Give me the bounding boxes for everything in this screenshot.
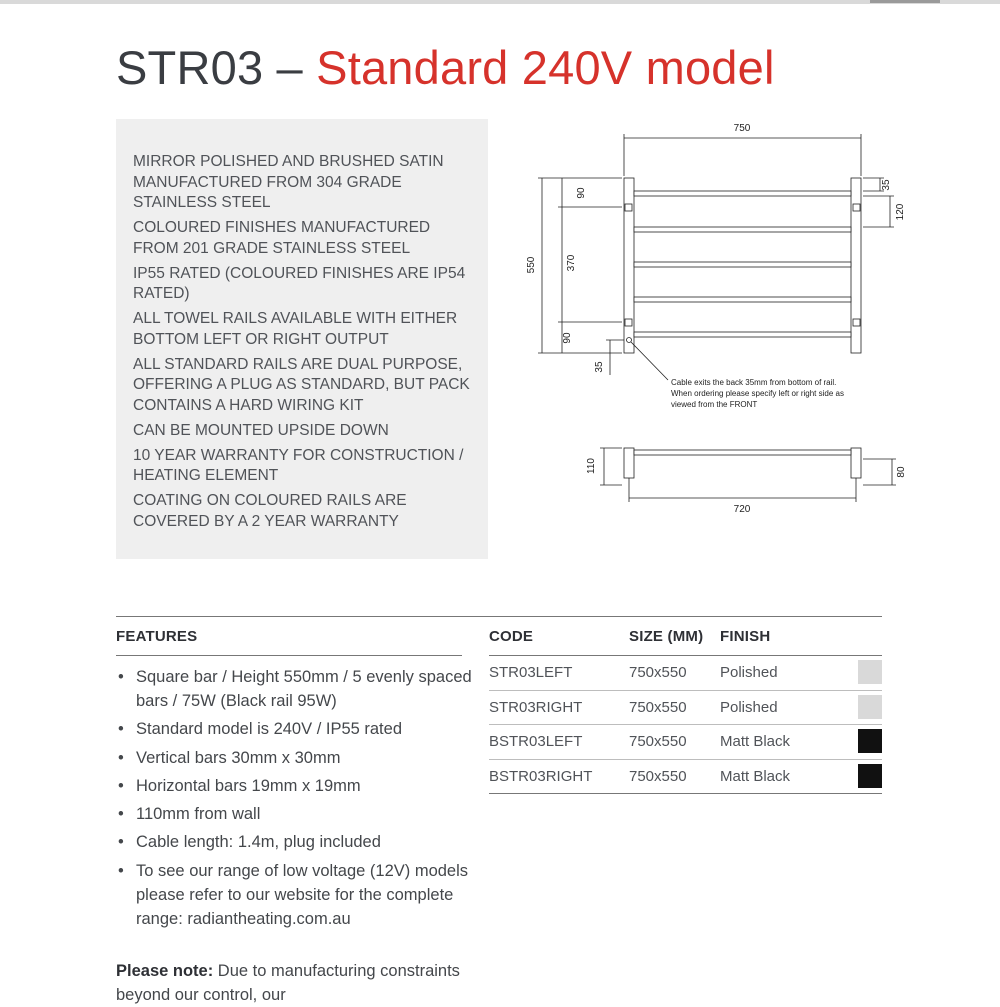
feature-item: • To see our range of low voltage (12V) models please refer to our website for the complete range: radiantheating.com.au bbox=[116, 859, 476, 931]
spec-item: COATING ON COLOURED RAILS ARE COVERED BY A 2 YEAR WARRANTY bbox=[133, 492, 407, 530]
product-code: STR03LEFT bbox=[489, 664, 573, 681]
side-view-right-post bbox=[851, 448, 861, 478]
top-border-accent bbox=[870, 0, 940, 3]
product-code: STR03RIGHT bbox=[489, 698, 583, 716]
product-finish: Polished bbox=[720, 664, 778, 681]
dimension-drawing-svg bbox=[500, 110, 920, 530]
rail-bar-3 bbox=[634, 262, 851, 267]
finish-swatch bbox=[858, 695, 882, 719]
section-divider bbox=[116, 616, 882, 617]
table-row bbox=[489, 760, 882, 795]
features-divider bbox=[116, 655, 462, 656]
spec-item: IP55 RATED (COLOURED FINISHES ARE IP54 RATED) bbox=[133, 264, 466, 302]
features-heading: FEATURES bbox=[116, 628, 198, 645]
feature-item: • Vertical bars 30mm x 30mm bbox=[116, 746, 476, 770]
spec-item: MIRROR POLISHED AND BRUSHED SATIN MANUFACTURED FROM 304 GRADE STAINLESS STEEL bbox=[133, 153, 444, 211]
cable-note-line-1: Cable exits the back 35mm from bottom of rail. bbox=[671, 378, 837, 387]
code-column-header: CODE bbox=[489, 628, 534, 645]
spec-item: ALL STANDARD RAILS ARE DUAL PURPOSE, OFFERING A PLUG AS STANDARD, BUT PACK CONTAINS A HARD WIRING KIT bbox=[133, 355, 470, 414]
title-dash: – bbox=[276, 41, 303, 94]
feature-item: • Square bar / Height 550mm / 5 evenly spaced bars / 75W (Black rail 95W) bbox=[116, 665, 476, 713]
feature-item: • 110mm from wall bbox=[116, 802, 476, 826]
rail-bar-1 bbox=[634, 191, 851, 196]
product-code: BSTR03RIGHT bbox=[489, 767, 593, 785]
finish-swatch bbox=[858, 660, 882, 684]
table-row bbox=[489, 725, 882, 760]
product-finish: Matt Black bbox=[720, 767, 791, 785]
width-label: 750 bbox=[733, 123, 751, 134]
side-view-left-post bbox=[624, 448, 634, 478]
product-code: BSTR03LEFT bbox=[489, 733, 583, 750]
specifications-list bbox=[116, 119, 488, 532]
mid-label: 370 bbox=[566, 254, 577, 272]
spec-item: COLOURED FINISHES MANUFACTURED FROM 201 GRADE STAINLESS STEEL bbox=[133, 219, 431, 257]
table-row bbox=[489, 656, 882, 691]
side-depth2-label: 80 bbox=[896, 466, 907, 478]
cable-note-line-2: When ordering please specify left or right side as bbox=[671, 389, 844, 398]
model-name: Standard 240V model bbox=[316, 41, 775, 94]
side-width-label: 720 bbox=[733, 504, 751, 515]
finish-column-header: FINISH bbox=[720, 628, 771, 645]
bracket-bottom-left bbox=[625, 319, 632, 326]
rail-bar-4 bbox=[634, 297, 851, 302]
product-size: 750x550 bbox=[629, 664, 687, 681]
cable-offset-label: 35 bbox=[594, 361, 605, 373]
specifications-panel bbox=[116, 119, 488, 559]
bracket-top-right bbox=[853, 204, 860, 211]
finish-swatch bbox=[858, 729, 882, 753]
please-note-label: Please note: bbox=[116, 962, 214, 980]
right-top-label: 35 bbox=[881, 179, 892, 191]
rail-bar-2 bbox=[634, 227, 851, 232]
technical-drawing bbox=[500, 110, 920, 530]
note-leader-line bbox=[631, 342, 668, 380]
top-border bbox=[0, 0, 1000, 4]
product-size: 750x550 bbox=[629, 767, 687, 785]
table-row bbox=[489, 691, 882, 726]
product-size: 750x550 bbox=[629, 698, 687, 716]
please-note-text: Due to manufacturing constraints beyond our control, our bbox=[116, 962, 460, 1004]
finish-swatch bbox=[858, 764, 882, 788]
rail-bar-5 bbox=[634, 332, 851, 337]
product-finish: Polished bbox=[720, 698, 778, 716]
feature-item: • Standard model is 240V / IP55 rated bbox=[116, 717, 476, 741]
height-label: 550 bbox=[526, 256, 537, 274]
bracket-top-left bbox=[625, 204, 632, 211]
spec-item: CAN BE MOUNTED UPSIDE DOWN bbox=[133, 421, 389, 439]
page-title bbox=[116, 40, 775, 96]
product-size: 750x550 bbox=[629, 733, 687, 750]
bracket-bottom-right bbox=[853, 319, 860, 326]
spec-item: ALL TOWEL RAILS AVAILABLE WITH EITHER BOTTOM LEFT OR RIGHT OUTPUT bbox=[133, 310, 458, 348]
side-view-bar bbox=[634, 450, 851, 455]
model-code: STR03 bbox=[116, 41, 264, 94]
feature-item: • Horizontal bars 19mm x 19mm bbox=[116, 774, 476, 798]
feature-item: • Cable length: 1.4m, plug included bbox=[116, 830, 476, 854]
bottom-gap-label: 90 bbox=[562, 332, 573, 344]
cable-note-line-3: viewed from the FRONT bbox=[671, 400, 758, 409]
top-gap-label: 90 bbox=[576, 187, 587, 199]
size-column-header: SIZE (MM) bbox=[629, 628, 704, 645]
right-spacing-label: 120 bbox=[895, 203, 906, 221]
features-list bbox=[116, 665, 476, 935]
spec-item: 10 YEAR WARRANTY FOR CONSTRUCTION / HEATING ELEMENT bbox=[133, 446, 464, 484]
product-codes-table bbox=[489, 655, 882, 794]
product-finish: Matt Black bbox=[720, 733, 791, 750]
side-depth-label: 110 bbox=[586, 458, 597, 474]
